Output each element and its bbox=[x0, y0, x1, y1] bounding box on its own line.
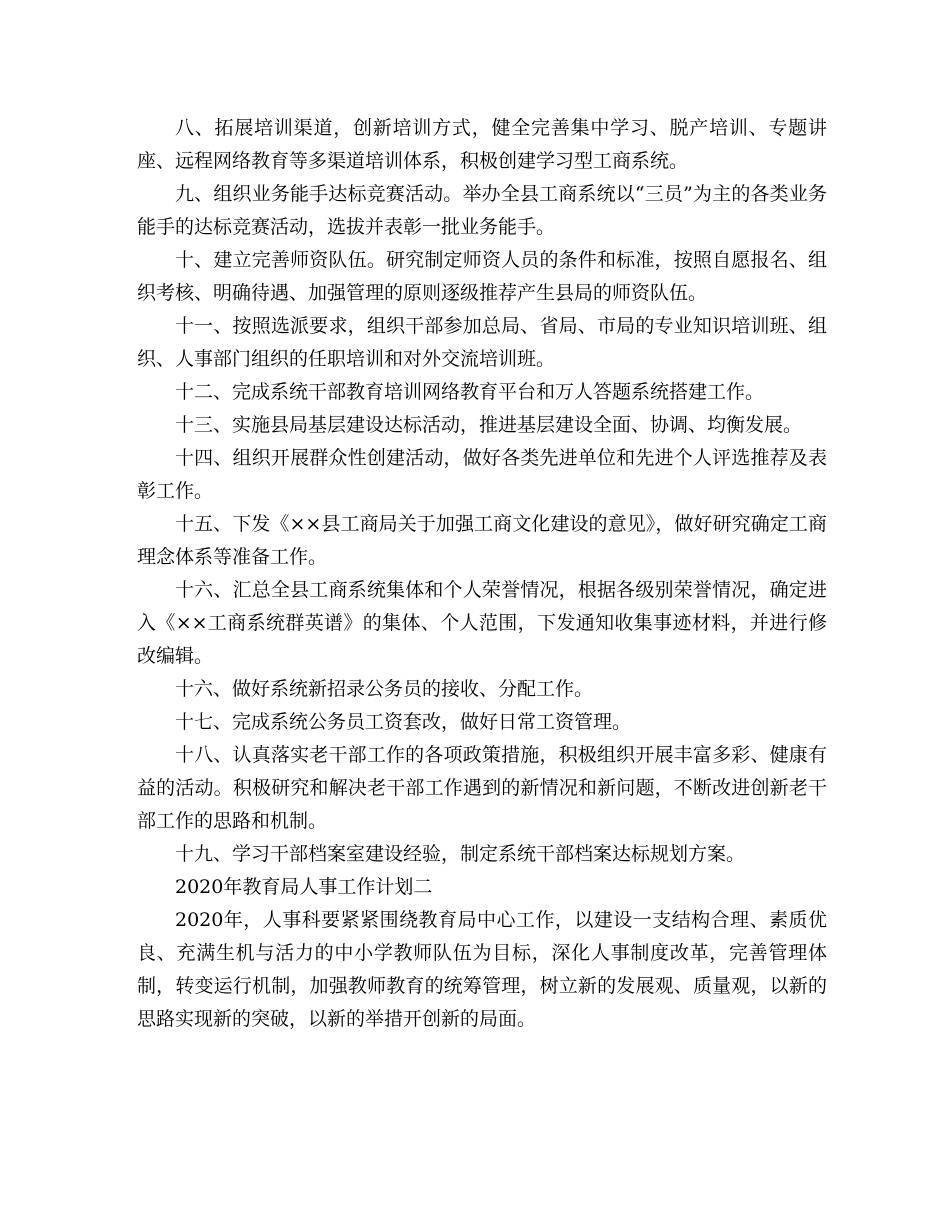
document-body bbox=[137, 112, 827, 1036]
paragraph-item-16a: 十六、汇总全县工商系统集体和个人荣誉情况，根据各级别荣誉情况，确定进入《××工商系统群英谱》的集体、个人范围，下发通知收集事迹材料，并进行修改编辑。 bbox=[137, 579, 827, 667]
intro-paragraph: 2020年，人事科要紧紧围绕教育局中心工作，以建设一支结构合理、素质优良、充满生机与活力的中小学教师队伍为目标，深化人事制度改革，完善管理体制，转变运行机制，加强教师教育的统筹管理，树立新的发展观、质量观，以新的思路实现新的突破，以新的举措开创新的局面。 bbox=[137, 909, 827, 1030]
paragraph-item-10: 十、建立完善师资队伍。研究制定师资人员的条件和标准，按照自愿报名、组织考核、明确待遇、加强管理的原则逐级推荐产生县局的师资队伍。 bbox=[137, 249, 827, 304]
paragraph-item-17: 十七、完成系统公务员工资套改，做好日常工资管理。 bbox=[175, 711, 632, 733]
paragraph-item-12: 十二、完成系统干部教育培训网络教育平台和万人答题系统搭建工作。 bbox=[175, 381, 765, 403]
paragraph-item-16b: 十六、做好系统新招录公务员的接收、分配工作。 bbox=[175, 678, 594, 700]
paragraph-item-14: 十四、组织开展群众性创建活动，做好各类先进单位和先进个人评选推荐及表彰工作。 bbox=[137, 447, 827, 502]
section-heading: 2020年教育局人事工作计划二 bbox=[175, 876, 433, 898]
paragraph-item-18: 十八、认真落实老干部工作的各项政策措施，积极组织开展丰富多彩、健康有益的活动。积极研究和解决老干部工作遇到的新情况和新问题，不断改进创新老干部工作的思路和机制。 bbox=[137, 744, 827, 832]
paragraph-item-11: 十一、按照选派要求，组织干部参加总局、省局、市局的专业知识培训班、组织、人事部门组织的任职培训和对外交流培训班。 bbox=[137, 315, 827, 370]
paragraph-item-15: 十五、下发《××县工商局关于加强工商文化建设的意见》，做好研究确定工商理念体系等准备工作。 bbox=[137, 513, 827, 568]
paragraph-item-19: 十九、学习干部档案室建设经验，制定系统干部档案达标规划方案。 bbox=[175, 843, 746, 865]
paragraph-item-9: 九、组织业务能手达标竞赛活动。举办全县工商系统以“三员”为主的各类业务能手的达标竞赛活动，选拔并表彰一批业务能手。 bbox=[137, 183, 827, 238]
paragraph-item-8: 八、拓展培训渠道，创新培训方式，健全完善集中学习、脱产培训、专题讲座、远程网络教育等多渠道培训体系，积极创建学习型工商系统。 bbox=[137, 117, 827, 172]
paragraph-item-13: 十三、实施县局基层建设达标活动，推进基层建设全面、协调、均衡发展。 bbox=[175, 414, 803, 436]
